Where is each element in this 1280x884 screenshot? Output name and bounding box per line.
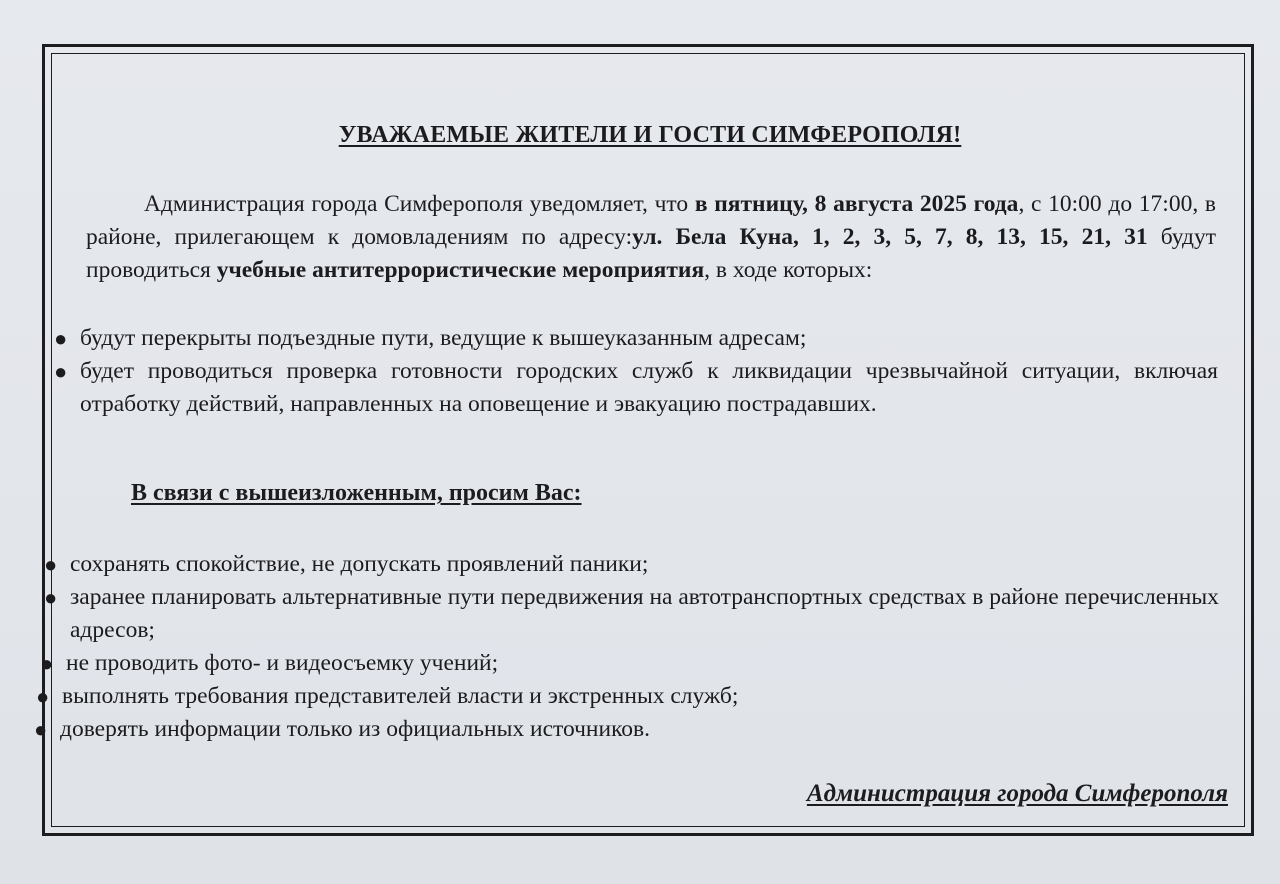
notice-title: УВАЖАЕМЫЕ ЖИТЕЛИ И ГОСТИ СИМФЕРОПОЛЯ! (338, 122, 962, 148)
intro-text-3: будут проводиться (86, 224, 1217, 283)
list-item (36, 680, 1220, 713)
intro-event: учебные антитеррористические мероприятия (216, 257, 705, 283)
list-item (54, 322, 1218, 355)
bullet-icon: ● (44, 585, 58, 610)
bullet-icon: ● (34, 717, 48, 742)
intro-text-2: , с 10:00 до 17:00, в районе, прилегающем к домовладениям по адресу: (86, 191, 1216, 250)
measure-text: будет проводиться проверка готовности городских служб к ликвидации чрезвычайной ситуации, включая отработку действий, направленных на оповещение и эвакуацию пострадавших. (80, 358, 1218, 417)
intro-text-1: Администрация города Симферополя уведомляет, что (144, 191, 695, 217)
intro-text-4: , в ходе которых: (704, 257, 873, 283)
bullet-icon: ● (36, 684, 50, 709)
request-text: не проводить фото- и видеосъемку учений; (66, 650, 499, 676)
requests-list (34, 548, 1220, 746)
notice-intro (86, 188, 1216, 287)
list-item (54, 355, 1218, 421)
bullet-icon: ● (40, 651, 54, 676)
list-item (44, 548, 1220, 581)
intro-address: ул. Бела Куна, 1, 2, 3, 5, 7, 8, 13, 15, 21, 31 (632, 224, 1148, 250)
bullet-icon: ● (54, 326, 68, 351)
list-item (34, 713, 1220, 746)
signature: Администрация города Симферополя (806, 780, 1228, 807)
request-text: выполнять требования представителей власти и экстренных служб; (62, 683, 739, 709)
request-text: доверять информации только из официальных источников. (60, 716, 651, 742)
measure-text: будут перекрыты подъездные пути, ведущие к вышеуказанным адресам; (80, 325, 807, 351)
bullet-icon: ● (54, 359, 68, 384)
request-heading: В связи с вышеизложенным, просим Вас: (131, 480, 582, 506)
request-text: заранее планировать альтернативные пути передвижения на автотранспортных средствах в районе перечисленных адресов; (70, 584, 1219, 643)
request-text: сохранять спокойствие, не допускать проявлений паники; (70, 551, 649, 577)
list-item (40, 647, 1220, 680)
measures-list (54, 322, 1218, 421)
list-item (44, 581, 1220, 647)
bullet-icon: ● (44, 552, 58, 577)
intro-date: в пятницу, 8 августа 2025 года (694, 191, 1019, 217)
